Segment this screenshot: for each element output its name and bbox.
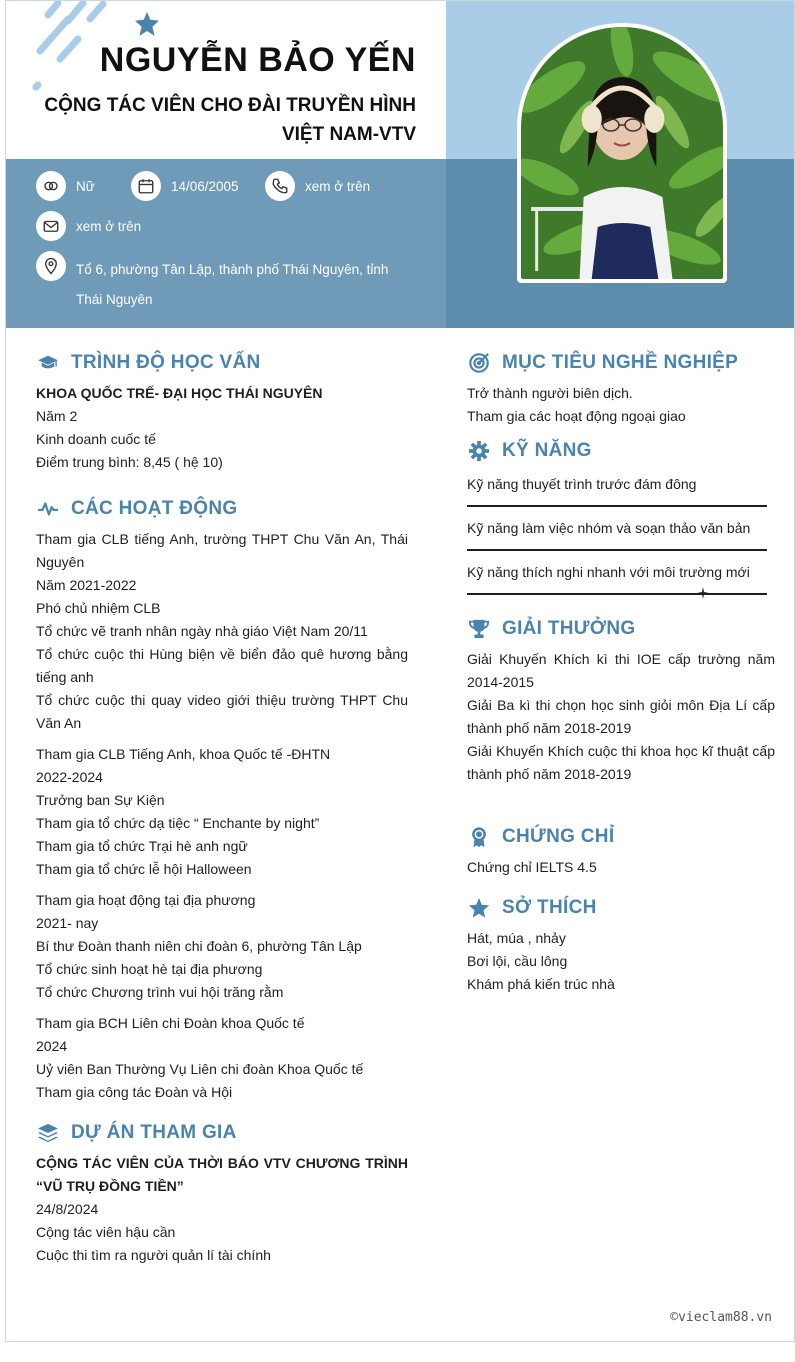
award-line: Giải Khuyến Khích kì thi IOE cấp trường năm 2014-2015 (467, 651, 775, 690)
gender-row (36, 171, 95, 201)
phone-icon (265, 171, 295, 201)
activity-line: Uỷ viên Ban Thường Vụ Liên chi đoàn Khoa Quốc tế (36, 1061, 364, 1077)
trophy-icon (467, 617, 491, 641)
awards-heading: GIẢI THƯỞNG (502, 618, 636, 639)
activity-group-gap (36, 735, 408, 743)
activities-list (36, 528, 408, 1104)
activity-line: Trưởng ban Sự Kiện (36, 792, 165, 808)
hobbies-section-header (467, 891, 775, 925)
award-line: Giải Khuyến Khích cuộc thi khoa học kĩ thuật cấp thành phố năm 2018-2019 (467, 743, 775, 782)
activity-line: Năm 2021-2022 (36, 577, 137, 593)
gear-icon (467, 439, 491, 463)
dob-row (131, 171, 239, 201)
project-title: CỘNG TÁC VIÊN CỦA THỜI BÁO VTV CHƯƠNG TRÌNH “VŨ TRỤ ĐỒNG TIỀN” (36, 1155, 408, 1194)
right-column (467, 346, 775, 996)
star-decoration-icon (134, 11, 160, 37)
hobby-line: Bơi lội, cầu lông (467, 953, 568, 969)
skill-item (467, 470, 775, 514)
sparkle-icon (697, 587, 709, 599)
address-row (36, 251, 76, 281)
activity-line: Phó chủ nhiệm CLB (36, 600, 161, 616)
skill-item (467, 558, 775, 602)
profile-photo (521, 27, 723, 279)
education-line: Kinh doanh cuốc tế (36, 431, 156, 447)
gender-value: Nữ (76, 178, 95, 194)
objective-line: Tham gia các hoạt động ngoại giao (467, 408, 686, 424)
email-icon (36, 211, 66, 241)
awards-section-header (467, 612, 775, 646)
layers-icon (36, 1121, 60, 1145)
job-title: CỘNG TÁC VIÊN CHO ĐÀI TRUYỀN HÌNH VIỆT NAM-VTV (44, 95, 416, 145)
activity-line: Tham gia tổ chức Trại hè anh ngữ (36, 838, 248, 854)
watermark: ©vieclam88.vn (670, 1310, 772, 1325)
hobby-line: Khám phá kiến trúc nhà (467, 976, 615, 992)
activity-line: Tổ chức sinh hoạt hè tại địa phương (36, 961, 263, 977)
calendar-icon (131, 171, 161, 201)
projects-heading: DỰ ÁN THAM GIA (71, 1122, 237, 1143)
left-column (36, 346, 408, 1267)
pulse-icon (36, 497, 60, 521)
profile-photo-frame (517, 23, 727, 283)
skill-bar (467, 549, 767, 551)
activity-line: Tham gia tổ chức dạ tiệc “ Enchante by night” (36, 815, 320, 831)
skill-bar (467, 593, 767, 595)
gender-icon (36, 171, 66, 201)
education-school: KHOA QUỐC TRẾ- ĐẠI HỌC THÁI NGUYÊN (36, 385, 323, 401)
certificate-line: Chứng chỉ IELTS 4.5 (467, 859, 597, 875)
education-line: Điểm trung bình: 8,45 ( hệ 10) (36, 454, 223, 470)
education-heading: TRÌNH ĐỘ HỌC VẤN (71, 352, 261, 373)
skill-name: Kỹ năng thuyết trình trước đám đông (467, 476, 697, 492)
activity-line: Tham gia tổ chức lễ hội Halloween (36, 861, 252, 877)
activities-section-header (36, 492, 408, 526)
skill-bar (467, 505, 767, 507)
activity-line: Tham gia BCH Liên chi Đoàn khoa Quốc tế (36, 1015, 305, 1031)
activity-line: Tham gia CLB tiếng Anh, trường THPT Chu Văn An, Thái Nguyên (36, 531, 408, 570)
skill-item (467, 514, 775, 558)
email-row (36, 211, 141, 241)
dob-value: 14/06/2005 (171, 178, 239, 194)
skills-heading: KỸ NĂNG (502, 440, 592, 461)
project-line: Cộng tác viên hậu cần (36, 1224, 176, 1240)
resume-page (5, 0, 795, 1342)
activity-line: Tổ chức Chương trình vui hội trăng rằm (36, 984, 284, 1000)
activity-group-gap (36, 881, 408, 889)
target-icon (467, 351, 491, 375)
email-value: xem ở trên (76, 218, 142, 234)
project-line: Cuộc thi tìm ra người quản lí tài chính (36, 1247, 271, 1263)
activity-line: Tổ chức vẽ tranh nhân ngày nhà giáo Việt Nam 20/11 (36, 623, 368, 639)
hobbies-heading: SỞ THÍCH (502, 897, 597, 918)
activity-line: Tham gia hoạt động tại địa phương (36, 892, 256, 908)
activity-line: Tham gia công tác Đoàn và Hội (36, 1084, 233, 1100)
skills-section-header (467, 434, 775, 468)
activity-line: 2024 (36, 1038, 68, 1054)
objective-heading: MỤC TIÊU NGHỀ NGHIỆP (502, 352, 739, 373)
certificates-heading: CHỨNG CHỈ (502, 826, 615, 847)
phone-value: xem ở trên (305, 178, 371, 194)
medal-icon (467, 825, 491, 849)
hobby-line: Hát, múa , nhảy (467, 930, 566, 946)
award-line: Giải Ba kì thi chọn học sinh giỏi môn Địa Lí cấp thành phố năm 2018-2019 (467, 697, 775, 736)
activities-heading: CÁC HOẠT ĐỘNG (71, 498, 238, 519)
candidate-name: NGUYỄN BẢO YẾN (99, 41, 416, 79)
activity-line: Tham gia CLB Tiếng Anh, khoa Quốc tế -ĐHTN (36, 746, 331, 762)
activity-line: Tổ chức cuộc thi Hùng biện về biển đảo quê hương bằng tiếng anh (36, 646, 408, 685)
activity-line: 2021- nay (36, 915, 99, 931)
skill-name: Kỹ năng làm việc nhóm và soạn thảo văn bản (467, 520, 751, 536)
project-line: 24/8/2024 (36, 1201, 99, 1217)
education-section-header (36, 346, 408, 380)
activity-line: Tổ chức cuộc thi quay video giới thiệu trường THPT Chu Văn An (36, 692, 408, 731)
objective-section-header (467, 346, 775, 380)
location-pin-icon (36, 251, 66, 281)
certificates-section-header (467, 820, 775, 854)
graduation-cap-icon (36, 351, 60, 375)
address-value: Tổ 6, phường Tân Lập, thành phố Thái Nguyên, tỉnh Thái Nguyên (76, 262, 389, 307)
skill-name: Kỹ năng thích nghi nhanh với môi trường mới (467, 564, 750, 580)
projects-section-header (36, 1116, 408, 1150)
activity-line: 2022-2024 (36, 769, 103, 785)
activity-line: Bí thư Đoàn thanh niên chi đoàn 6, phường Tân Lập (36, 938, 362, 954)
phone-row (265, 171, 370, 201)
education-line: Năm 2 (36, 408, 78, 424)
star-icon (467, 896, 491, 920)
activity-group-gap (36, 1004, 408, 1012)
objective-line: Trở thành người biên dịch. (467, 385, 633, 401)
